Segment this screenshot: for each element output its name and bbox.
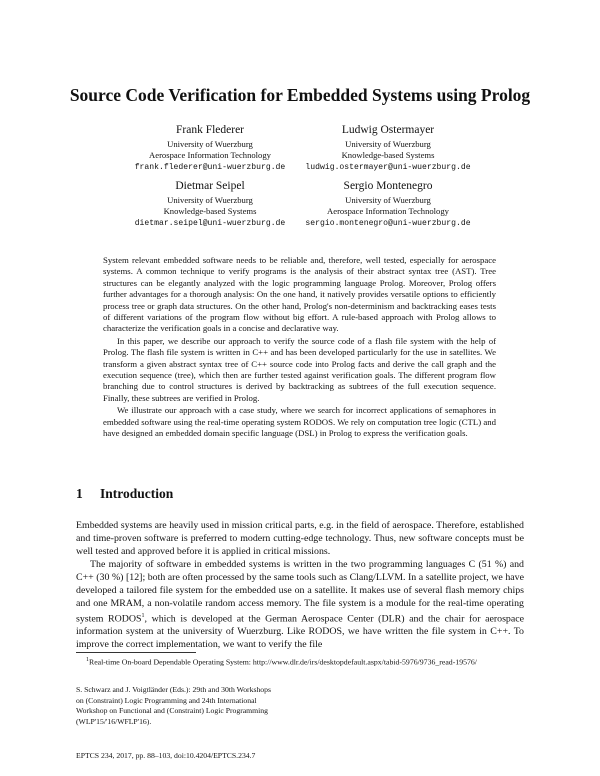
author-email[interactable]: ludwig.ostermayer@uni-wuerzburg.de (305, 162, 471, 172)
footnote-marker[interactable]: 1 (141, 613, 145, 619)
author-name: Sergio Montenegro (343, 180, 433, 192)
author-name: Frank Flederer (175, 124, 245, 136)
paper-title: Source Code Verification for Embedded Systems using Prolog (69, 85, 531, 105)
abstract-paragraph: We illustrate our approach with a case study, where we search for incorrect applications of semaphores in embedded software using the real-time operating system RODOS. We rely on computation tree logic (CTL) and have designed an embedded domain specific language (DSL) in Prolog to express the verification goals. (103, 405, 496, 439)
author-block (268, 181, 508, 229)
author-affiliation: University of Wuerzburg (345, 194, 431, 205)
body-paragraph: Embedded systems are heavily used in mission critical parts, e.g. in the field of aerospace. Therefore, established and time-proven software is preferred to modern cutting-edge technology. Thus, new software concepts must be well tested and approved before it is applied in critical missions. (76, 520, 524, 557)
author-email[interactable]: dietmar.seipel@uni-wuerzburg.de (134, 218, 286, 228)
workshop-line: Workshop on Functional and (Constraint) Logic Programming (76, 706, 268, 716)
abstract-paragraph: In this paper, we describe our approach to verify the source code of a flash file system with the help of Prolog. The flash file system is written in C++ and has been developed particularly for the use in satellites. We transform a given abstract syntax tree of C++ source code into Prolog facts and derive the call graph and the execution sequence (tree), which then are further tested against verification goals. The different program flow branching due to control structures is derived by backtracking as subtrees of the full execution sequence. Finally, these subtrees are verified in Prolog. (103, 335, 496, 403)
workshop-line: S. Schwarz and J. Voigtländer (Eds.): 29th and 30th Workshops (76, 685, 271, 694)
footnote-text: Real-time On-board Dependable Operating System: http://www.dlr.de/irs/desktopdefault.aspx/tabid-5976/9736_read-19576/ (89, 657, 477, 667)
footnote (76, 655, 524, 668)
body-text: The majority of software in embedded systems is written in the two programming languages C (51 %) and C++ (30 %) [12]; both are often processed by the same tools such as Clang/LLVM. In a satellite project, we have developed a tailored file system for the embedded use on a satellite. It makes use of several flash memory chips and one MRAM, a non-volatile random access memory. The file system is a module for the real-time operating system RODOS (76, 559, 524, 625)
author-name: Ludwig Ostermayer (341, 124, 435, 136)
author-block (268, 125, 508, 173)
section-title: Introduction (100, 486, 174, 501)
author-email[interactable]: frank.flederer@uni-wuerzburg.de (134, 162, 286, 172)
footnote-number: 1 (86, 657, 89, 663)
abstract-paragraph: System relevant embedded software needs to be reliable and, therefore, well tested, especially for aerospace systems. A common technique to verify programs is the analysis of their abstract syntax tree (AST). Tree structures can be elegantly analyzed with the logic programming language Prolog. Moreover, Prolog offers further advantages for a thorough analysis: On the one hand, it natively provides versatile options to efficiently process tree or graph data structures. On the other hand, Prolog's non-determinism and backtracking eases tests of different variations of the program flow without big effort. A rule-based approach with Prolog allows to characterize the verification goals in a concise and declarative way. (103, 255, 496, 334)
author-department: Knowledge-based Systems (163, 206, 257, 216)
section-number: 1 (76, 486, 83, 501)
author-affiliation: University of Wuerzburg (167, 138, 253, 149)
body-paragraph (76, 558, 524, 651)
body-text: , which is developed at the German Aerospace Center (DLR) and the chair for aerospace information system at the university of Wuerzburg. Like RODOS, we have written the file system in C++. To improve the correct implementation, we want to verify the file (76, 613, 525, 651)
author-department: Aerospace Information Technology (149, 150, 271, 160)
workshop-line: on (Constraint) Logic Programming and 24th International (76, 695, 257, 705)
author-name: Dietmar Seipel (175, 180, 245, 192)
introduction-body (76, 519, 524, 651)
author-email[interactable]: sergio.montenegro@uni-wuerzburg.de (305, 218, 471, 228)
workshop-line: (WLP'15/'16/WFLP'16). (76, 716, 152, 726)
author-department: Knowledge-based Systems (341, 150, 435, 160)
author-affiliation: University of Wuerzburg (167, 194, 253, 205)
workshop-citation (76, 685, 336, 727)
eptcs-citation: EPTCS 234, 2017, pp. 88–103, doi:10.4204/EPTCS.234.7 (76, 751, 256, 760)
abstract (103, 255, 496, 440)
author-department: Aerospace Information Technology (327, 206, 449, 216)
author-affiliation: University of Wuerzburg (345, 138, 431, 149)
footnote-divider (76, 652, 196, 653)
section-heading (76, 486, 173, 502)
